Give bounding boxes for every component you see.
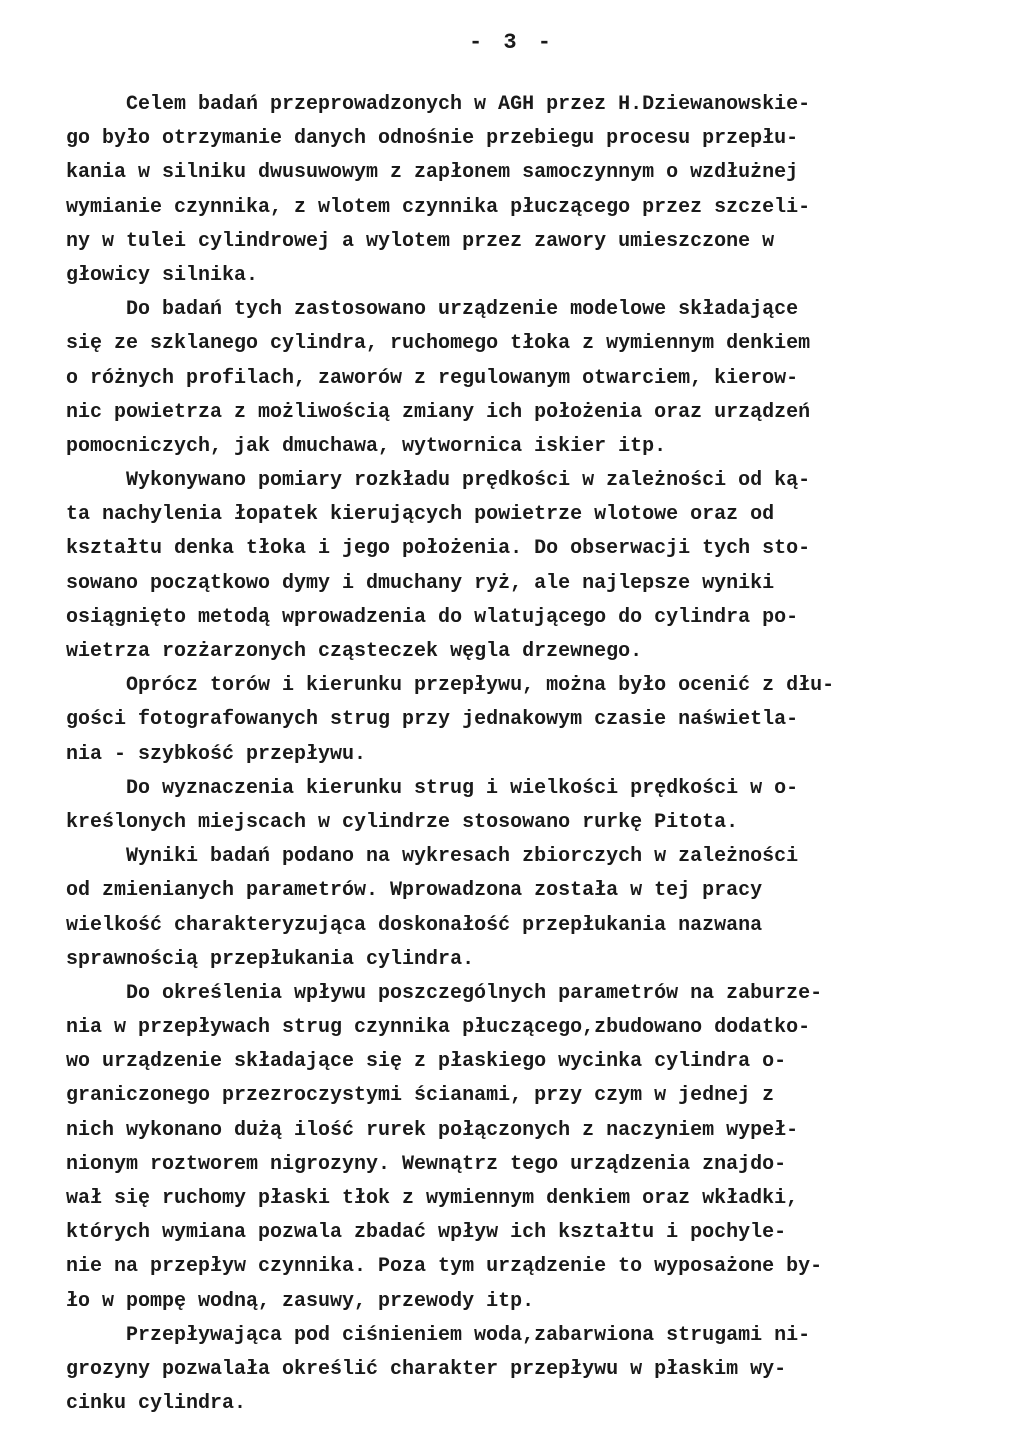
text-line: gości fotografowanych strug przy jednakowym czasie naświetla-: [66, 708, 799, 732]
paragraph: [66, 977, 946, 1319]
paragraph: [66, 1319, 946, 1422]
text-line: wymianie czynnika, z wlotem czynnika płuczącego przez szczeli-: [66, 195, 811, 219]
paragraph: [66, 840, 946, 977]
text-line: Celem badań przeprowadzonych w AGH przez H.Dziewanowskie-: [126, 93, 811, 116]
text-line: wał się ruchomy płaski tłok z wymiennym denkiem oraz wkładki,: [66, 1187, 799, 1210]
page-number: - 3 -: [468, 30, 555, 55]
text-line: kształtu denka tłoka i jego położenia. Do obserwacji tych sto-: [66, 537, 811, 561]
text-line: wietrza rozżarzonych cząsteczek węgla drzewnego.: [66, 640, 643, 663]
text-line: Wyniki badań podano na wykresach zbiorczych w zależności: [126, 845, 799, 869]
paragraph: [66, 772, 946, 840]
text-line: Wykonywano pomiary rozkładu prędkości w zależności od ką-: [126, 469, 811, 493]
text-line: Do wyznaczenia kierunku strug i wielkości prędkości w o-: [126, 776, 799, 800]
text-line: kania w silniku dwusuwowym z zapłonem samoczynnym o wzdłużnej: [66, 161, 799, 185]
text-line: nic powietrza z możliwością zmiany ich położenia oraz urządzeń: [66, 400, 811, 424]
text-line: wielkość charakteryzująca doskonałość przepłukania nazwana: [66, 913, 763, 937]
text-line: nia - szybkość przepływu.: [66, 742, 367, 766]
text-line: sprawnością przepłukania cylindra.: [66, 947, 475, 971]
paragraph: [66, 88, 946, 293]
text-line: Do badań tych zastosowano urządzenie modelowe składające: [126, 298, 799, 322]
text-line: osiągnięto metodą wprowadzenia do wlatującego do cylindra po-: [66, 605, 799, 629]
text-line: ło w pompę wodną, zasuwy, przewody itp.: [66, 1289, 535, 1313]
text-line: sowano początkowo dymy i dmuchany ryż, ale najlepsze wyniki: [66, 571, 775, 595]
text-line: go było otrzymanie danych odnośnie przebiegu procesu przepłu-: [66, 127, 799, 151]
text-line: Do określenia wpływu poszczególnych parametrów na zaburze-: [126, 981, 823, 1005]
text-line: których wymiana pozwala zbadać wpływ ich kształtu i pochyle-: [66, 1221, 787, 1245]
text-line: nionym roztworem nigrozyny. Wewnątrz tego urządzenia znajdo-: [66, 1152, 787, 1176]
text-line: ta nachylenia łopatek kierujących powietrze wlotowe oraz od: [66, 503, 775, 527]
paragraph: [66, 669, 946, 772]
text-line: Oprócz torów i kierunku przepływu, można było ocenić z dłu-: [126, 674, 835, 698]
text-line: się ze szklanego cylindra, ruchomego tłoka z wymiennym denkiem: [66, 332, 811, 356]
text-line: kreślonych miejscach w cylindrze stosowano rurkę Pitota.: [66, 810, 739, 834]
text-line: ny w tulei cylindrowej a wylotem przez zawory umieszczone w: [66, 229, 775, 253]
text-line: od zmienianych parametrów. Wprowadzona została w tej pracy: [66, 879, 763, 903]
text-line: nich wykonano dużą ilość rurek połączonych z naczyniem wypeł-: [66, 1118, 799, 1142]
text-line: nia w przepływach strug czynnika płuczącego,zbudowano dodatko-: [66, 1016, 811, 1040]
text-line: Przepływająca pod ciśnieniem woda,zabarwiona strugami ni-: [126, 1323, 811, 1347]
text-line: cinku cylindra.: [66, 1392, 247, 1416]
text-line: wo urządzenie składające się z płaskiego wycinka cylindra o-: [66, 1050, 787, 1074]
text-line: grozyny pozwalała określić charakter przepływu w płaskim wy-: [66, 1357, 787, 1381]
paragraph: [66, 293, 946, 464]
text-line: nie na przepływ czynnika. Poza tym urządzenie to wyposażone by-: [66, 1255, 823, 1279]
text-line: głowicy silnika.: [66, 263, 259, 287]
body-text: [66, 88, 946, 1421]
text-line: pomocniczych, jak dmuchawa, wytwornica iskier itp.: [66, 434, 667, 458]
paragraph: [66, 464, 946, 669]
text-line: o różnych profilach, zaworów z regulowanym otwarciem, kierow-: [66, 366, 799, 390]
text-line: graniczonego przezroczystymi ścianami, przy czym w jednej z: [66, 1084, 775, 1108]
